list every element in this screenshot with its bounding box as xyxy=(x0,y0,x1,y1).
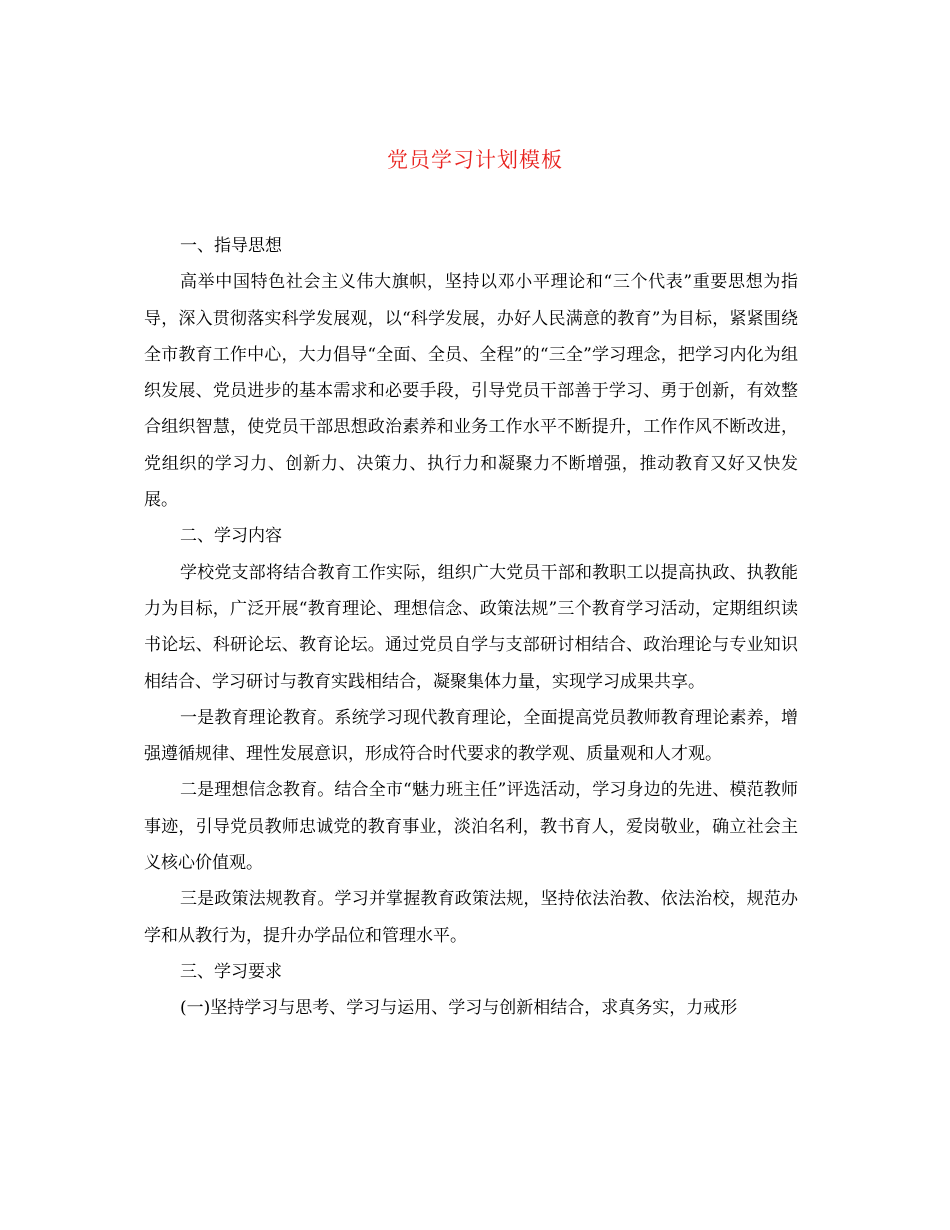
paragraph-requirement-1: (一)坚持学习与思考、学习与运用、学习与创新相结合，求真务实，力戒形 xyxy=(180,998,738,1019)
document-body xyxy=(144,228,798,1027)
section-heading-study-content: 二、学习内容 xyxy=(180,526,282,547)
paragraph-theory-education: 一是教育理论教育。系统学习现代教育理论，全面提高党员教师教育理论素养，增强遵循规律、理性发展意识，形成符合时代要求的教学观、质量观和人才观。 xyxy=(144,707,798,765)
paragraph-guiding-ideology: 高举中国特色社会主义伟大旗帜，坚持以邓小平理论和“三个代表”重要思想为指导，深入贯彻落实科学发展观，以“科学发展，办好人民满意的教育”为目标，紧紧围绕全市教育工作中心，大力倡导“全面、全员、全程”的“三全”学习理念，把学习内化为组织发展、党员进步的基本需求和必要手段，引导党员干部善于学习、勇于创新，有效整合组织智慧，使党员干部思想政治素养和业务工作水平不断提升，工作作风不断改进，党组织的学习力、创新力、决策力、执行力和凝聚力不断增强，推动教育又好又快发展。 xyxy=(144,272,798,511)
section-heading-guiding-ideology: 一、指导思想 xyxy=(180,236,282,256)
section-heading-study-requirements: 三、学习要求 xyxy=(180,961,282,982)
paragraph-policy-education: 三是政策法规教育。学习并掌握教育政策法规，坚持依法治教、依法治校，规范办学和从教行为，提升办学品位和管理水平。 xyxy=(144,889,798,946)
paragraph-ideals-education: 二是理想信念教育。结合全市“魅力班主任”评选活动，学习身边的先进、模范教师事迹，引导党员教师忠诚党的教育事业，淡泊名利，教书育人，爱岗敬业，确立社会主义核心价值观。 xyxy=(144,780,798,874)
document-title: 党员学习计划模板 xyxy=(387,148,563,172)
paragraph-study-content: 学校党支部将结合教育工作实际，组织广大党员干部和教职工以提高执政、执教能力为目标，广泛开展“教育理论、理想信念、政策法规”三个教育学习活动，定期组织读书论坛、科研论坛、教育论坛。通过党员自学与支部研讨相结合、政治理论与专业知识相结合、学习研讨与教育实践相结合，凝聚集体力量，实现学习成果共享。 xyxy=(144,562,798,692)
